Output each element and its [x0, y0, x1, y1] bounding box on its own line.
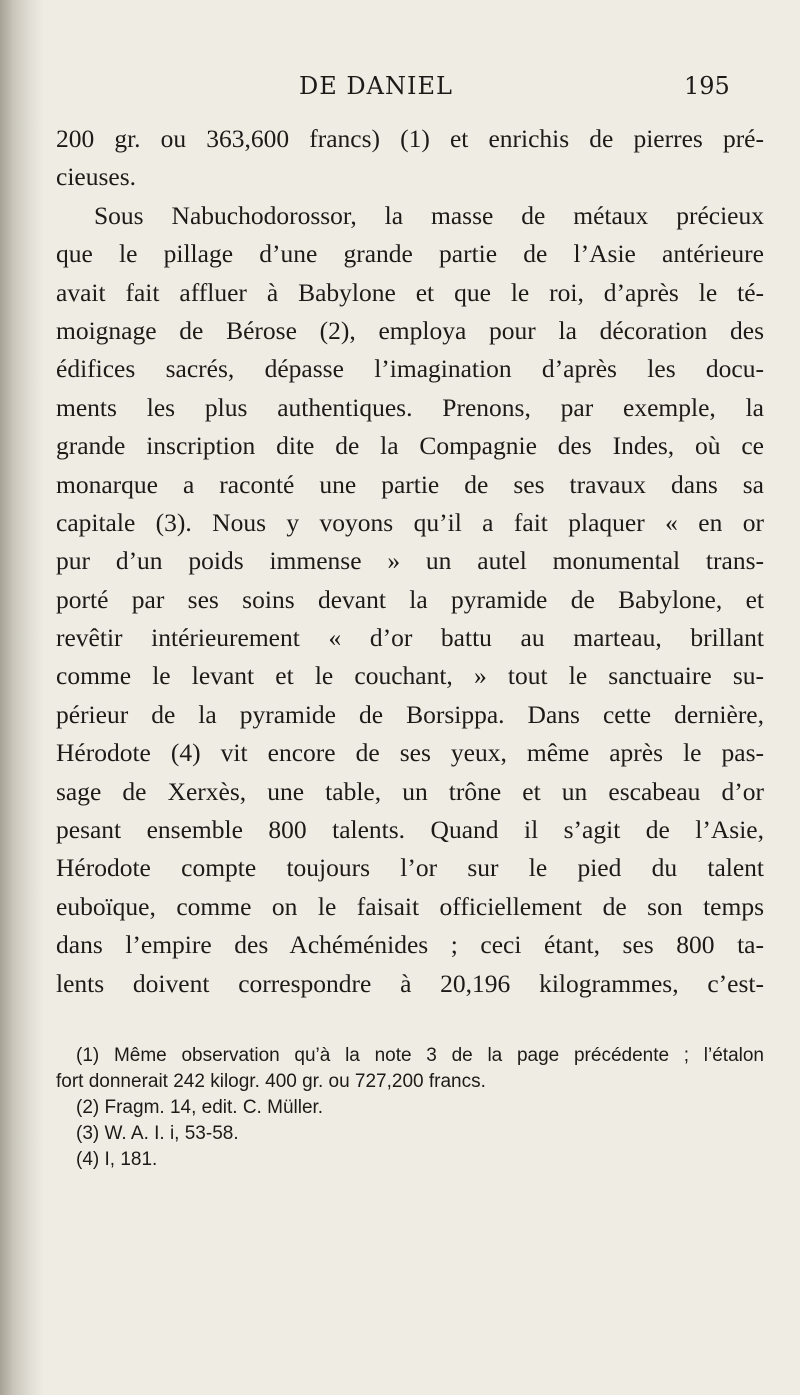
body-line: euboïque, comme on le faisait officiellement de son temps	[56, 891, 764, 921]
body-text	[56, 120, 764, 1003]
footnote-line: (1) Même observation qu’à la note 3 de la page précédente ; l’étalon	[76, 1045, 764, 1066]
body-line: cieuses.	[56, 162, 137, 192]
body-line: porté par ses soins devant la pyramide de Babylone, et	[56, 584, 764, 614]
footnote-line: (4) I, 181.	[76, 1149, 158, 1170]
body-line: que le pillage d’une grande partie de l’Asie antérieure	[56, 239, 764, 269]
body-line: Hérodote compte toujours l’or sur le pied du talent	[56, 853, 764, 883]
body-line: périeur de la pyramide de Borsippa. Dans cette dernière,	[56, 699, 764, 729]
body-line: sage de Xerxès, une table, un trône et un escabeau d’or	[56, 776, 764, 806]
running-head	[0, 72, 800, 112]
running-head-title: DE DANIEL	[299, 72, 453, 100]
body-line: édifices sacrés, dépasse l’imagination d’après les docu-	[56, 354, 764, 384]
body-line: monarque a raconté une partie de ses travaux dans sa	[56, 469, 764, 499]
body-line: avait fait affluer à Babylone et que le roi, d’après le té-	[56, 277, 764, 307]
footnote-line: fort donnerait 242 kilogr. 400 gr. ou 727,200 francs.	[56, 1071, 486, 1092]
body-line: capitale (3). Nous y voyons qu’il a fait plaquer « en or	[56, 507, 764, 537]
body-line: lents doivent correspondre à 20,196 kilogrammes, c’est-	[56, 968, 764, 998]
footnotes	[56, 1043, 764, 1173]
body-line: pur d’un poids immense » un autel monumental trans-	[56, 546, 764, 576]
footnote-line: (2) Fragm. 14, edit. C. Müller.	[76, 1097, 324, 1118]
body-line: moignage de Bérose (2), employa pour la décoration des	[56, 315, 764, 345]
body-line: pesant ensemble 800 talents. Quand il s’agit de l’Asie,	[56, 815, 764, 845]
body-line: Hérodote (4) vit encore de ses yeux, même après le pas-	[56, 738, 764, 768]
body-line: Sous Nabuchodorossor, la masse de métaux précieux	[94, 200, 764, 230]
page-number: 195	[684, 72, 730, 100]
page-edge-shadow	[0, 0, 44, 1395]
body-line: comme le levant et le couchant, » tout le sanctuaire su-	[56, 661, 764, 691]
body-line: grande inscription dite de la Compagnie des Indes, où ce	[56, 431, 764, 461]
body-line: dans l’empire des Achéménides ; ceci étant, ses 800 ta-	[56, 930, 764, 960]
footnote-line: (3) W. A. I. i, 53-58.	[76, 1123, 239, 1144]
body-line: revêtir intérieurement « d’or battu au marteau, brillant	[56, 623, 764, 653]
body-line: ments les plus authentiques. Prenons, par exemple, la	[56, 392, 764, 422]
body-line: 200 gr. ou 363,600 francs) (1) et enrichis de pierres pré-	[56, 124, 764, 153]
